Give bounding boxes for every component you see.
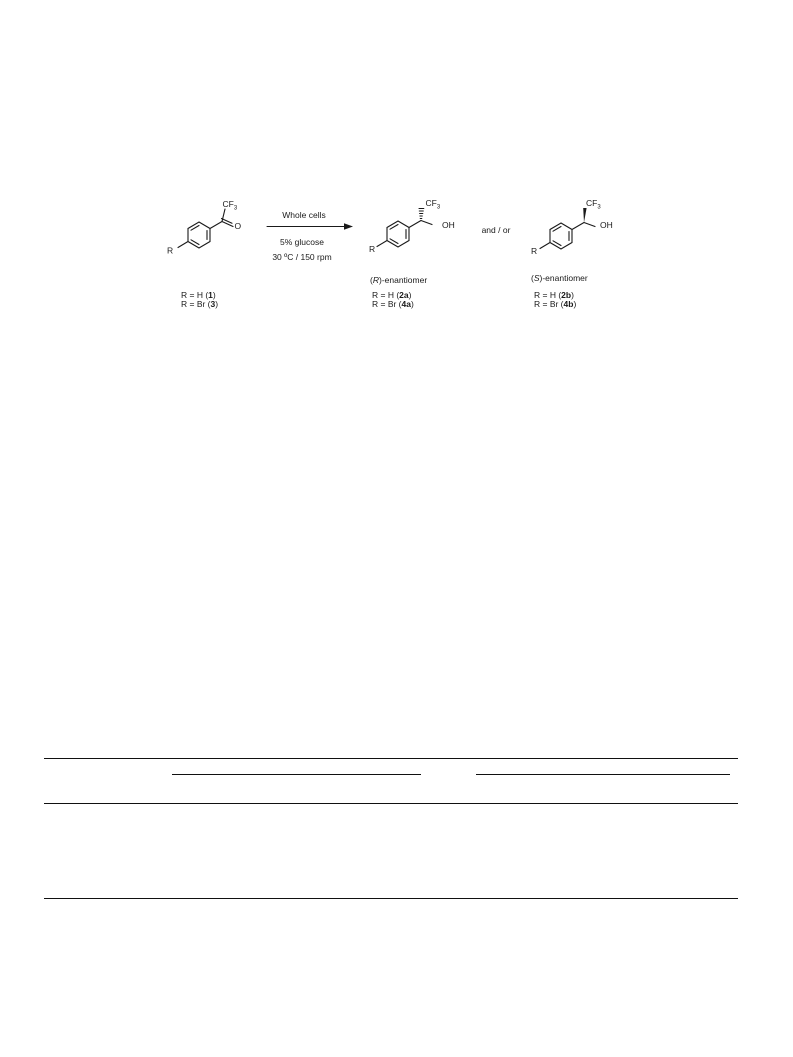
reactant-structure — [167, 199, 242, 256]
product-s-r-bond — [540, 243, 550, 249]
table-group-rule-left — [172, 774, 421, 775]
product-s-solid-wedge — [583, 208, 586, 223]
reaction-scheme — [160, 188, 630, 318]
product-s-oh-bond — [584, 223, 595, 227]
table-top-rule — [44, 758, 738, 759]
product-s-structure — [531, 198, 613, 256]
product-s-oh-label: OH — [600, 220, 613, 230]
conditions-below-2: 30 ºC / 150 rpm — [272, 252, 332, 262]
product-r-r-bond — [377, 241, 387, 247]
product-r-structure — [369, 198, 455, 254]
reactant-r-label: R — [167, 245, 174, 256]
product-s-enantiomer-label: (S)-enantiomer — [531, 273, 588, 283]
reactant-carbonyl-bond — [210, 222, 222, 229]
product-r-hashed-wedge — [419, 209, 424, 219]
reactant-o-label: O — [234, 221, 242, 231]
conditions-above: Whole cells — [282, 210, 326, 220]
reactant-compound-label-1: R = H (1) — [181, 290, 216, 300]
reactant-cf3-label: $CF_3$ — [222, 199, 238, 212]
and-or-connector: and / or — [481, 225, 511, 235]
product-r-compound-label-2: R = Br (4a) — [372, 299, 414, 309]
table-header-rule — [44, 803, 738, 804]
product-s-r-label: R — [531, 246, 538, 256]
product-s-compound-label-1: R = H (2b) — [534, 290, 574, 300]
product-r-compound-label-1: R = H (2a) — [372, 290, 412, 300]
reactant-r-bond — [178, 242, 188, 248]
product-s-compound-label-2: R = Br (4b) — [534, 299, 577, 309]
conditions-below-1: 5% glucose — [280, 237, 324, 247]
product-r-cf3-label: $CF_3$ — [425, 198, 441, 211]
table-group-rule-right — [476, 774, 730, 775]
product-r-r-label: R — [369, 244, 376, 254]
table-bottom-rule — [44, 898, 738, 899]
product-s-cf3-label: $CF_3$ — [586, 198, 601, 211]
product-r-oh-bond — [421, 221, 432, 225]
product-r-oh-label: OH — [442, 220, 455, 230]
reactant-compound-label-2: R = Br (3) — [181, 299, 219, 309]
reaction-arrow — [267, 223, 353, 229]
product-r-enantiomer-label: (R)-enantiomer — [370, 275, 428, 285]
